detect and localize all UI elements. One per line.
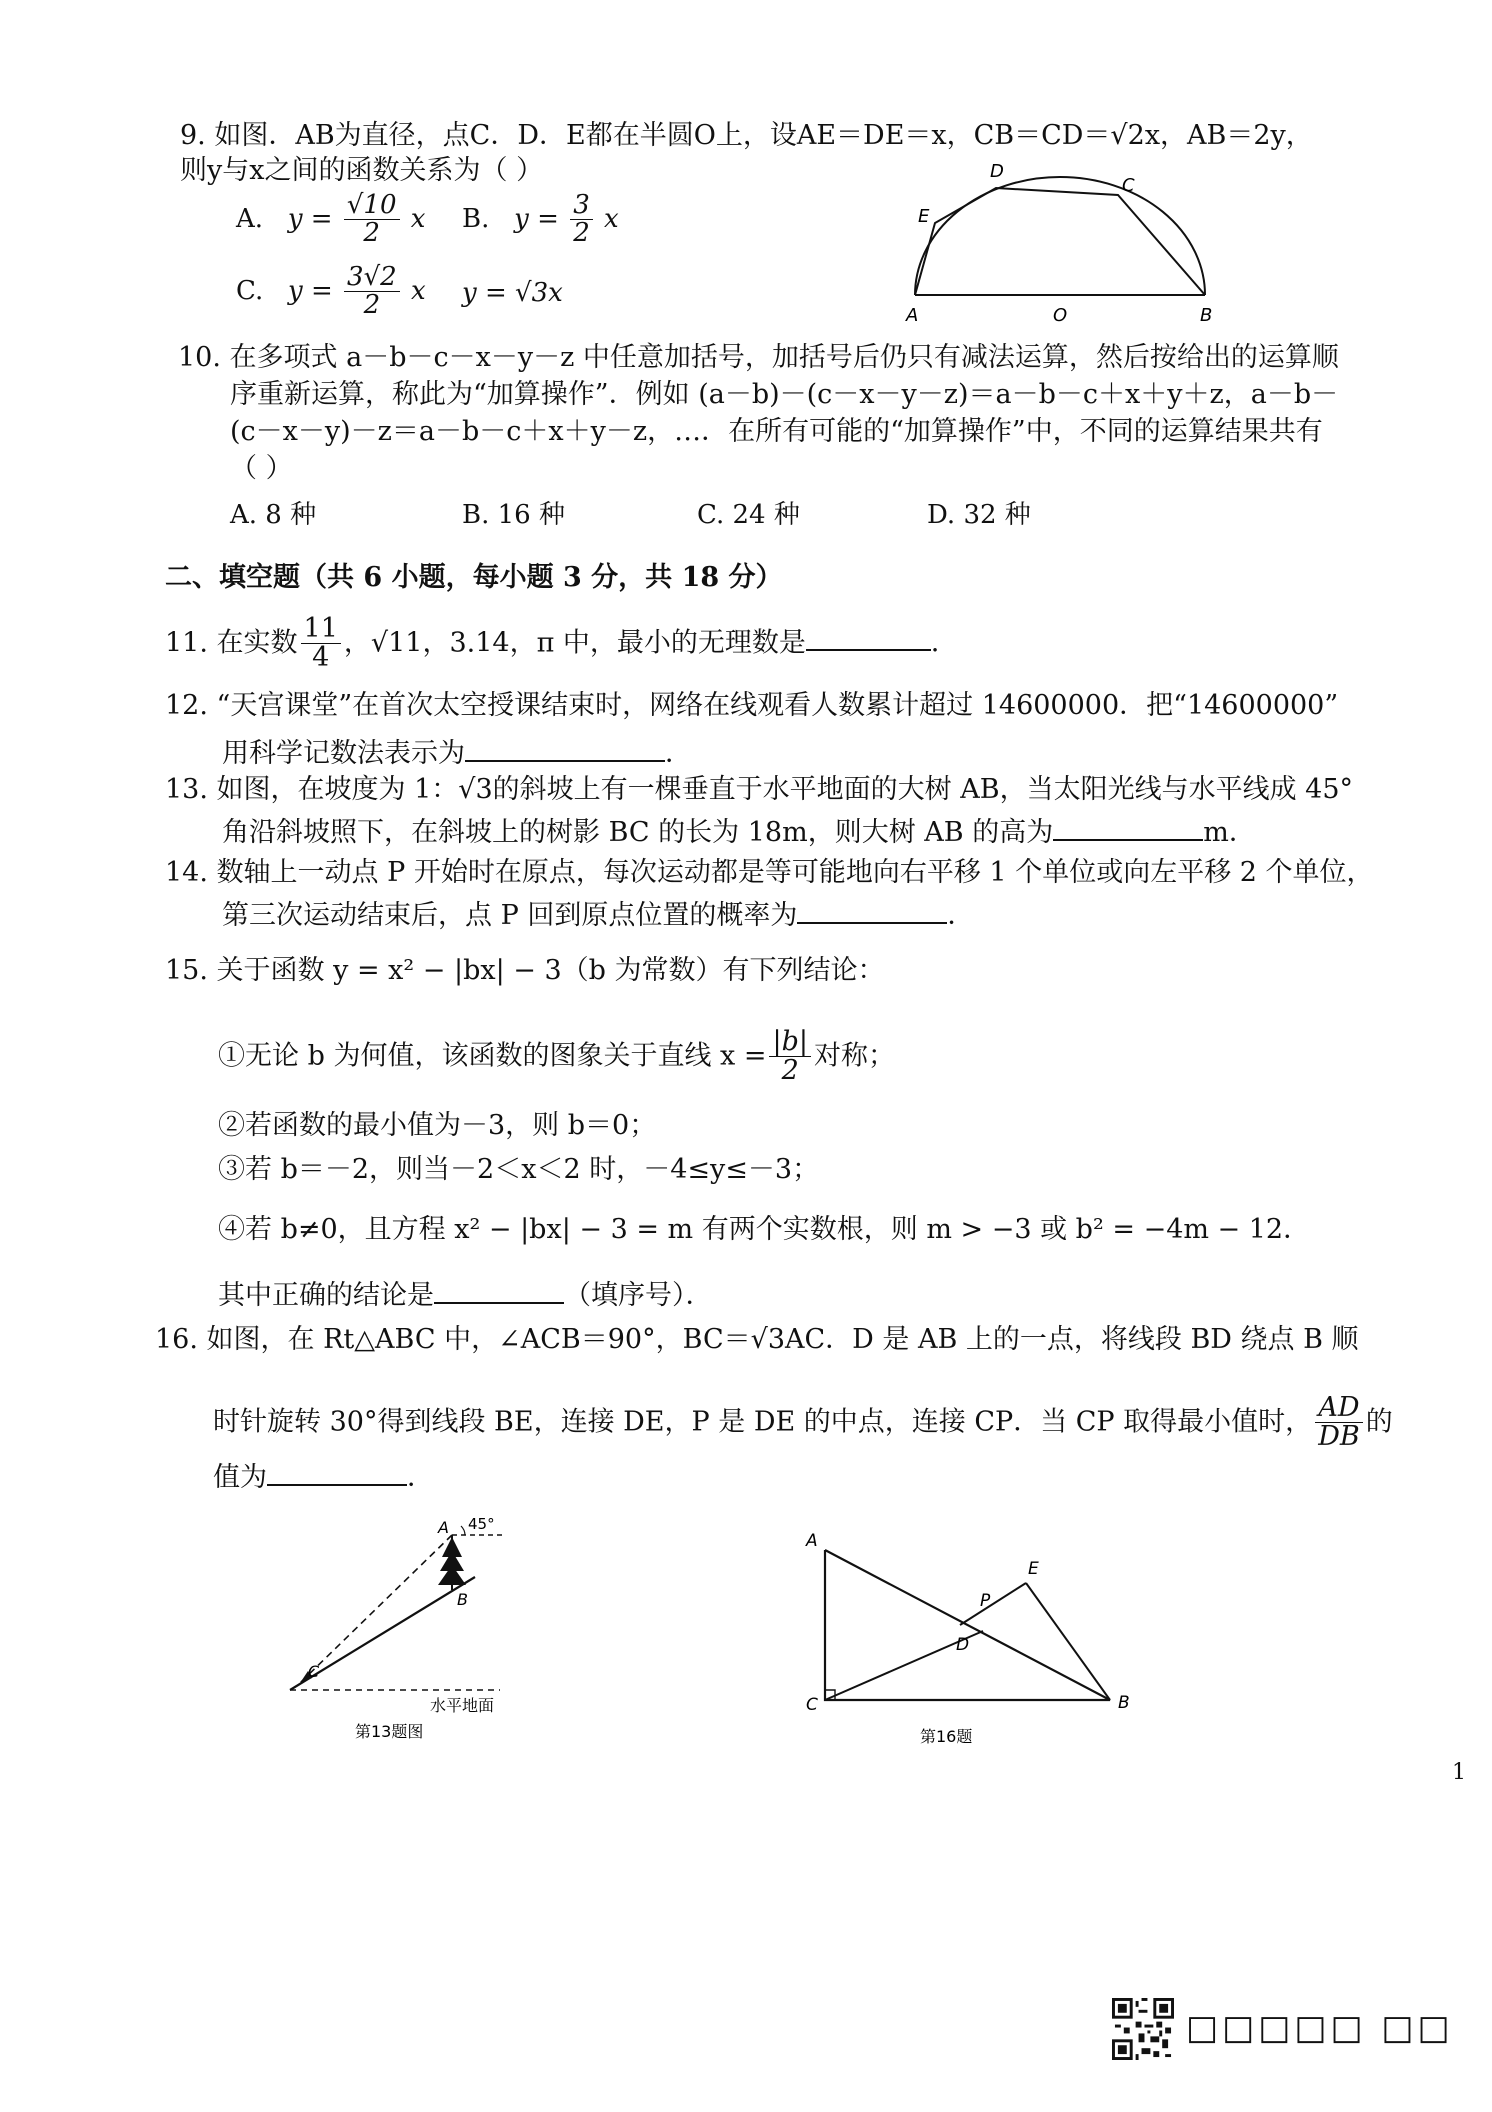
q12-line2: 用科学记数法表示为 ． <box>222 734 692 772</box>
q15-intro: 15. 关于函数 y = x² − |bx| − 3（b 为常数）有下列结论： <box>165 955 885 986</box>
fig13-caption: 第13题图 <box>355 1722 424 1741</box>
q10-option-a: A. 8 种 <box>230 500 317 530</box>
section-heading-fill-in: 二、填空题（共 6 小题，每小题 3 分，共 18 分） <box>165 562 783 593</box>
fig13-label-a: A <box>438 1518 449 1537</box>
fig16-label-c: C <box>806 1695 818 1715</box>
fig16-label-b: B <box>1118 1693 1130 1713</box>
q13-answer-blank[interactable] <box>1053 813 1203 841</box>
fig13-label-b: B <box>457 1590 468 1609</box>
q13-line1: 13. 如图，在坡度为 1：√3的斜坡上有一棵垂直于水平地面的大树 AB，当太阳光线与水平线成 45° <box>165 774 1354 805</box>
fig13-ground-label: 水平地面 <box>430 1696 495 1715</box>
q10-option-d: D. 32 种 <box>927 500 1031 530</box>
qr-code-icon <box>1112 1998 1174 2060</box>
q9-label-o: O <box>1053 305 1068 325</box>
fig16-label-d: D <box>956 1635 970 1655</box>
q15-conclusion-1: ①无论 b 为何值，该函数的图象关于直线 x = $\frac{|b|}{2}$ 对称； <box>218 1026 895 1087</box>
q16-line3: 值为 ． <box>213 1458 434 1496</box>
q9-label-a: A <box>906 305 919 325</box>
q15-question: 其中正确的结论是 （填序号）． <box>218 1276 713 1314</box>
q11-answer-blank[interactable] <box>806 623 931 651</box>
q15-conclusion-3: ③若 b＝－2，则当－2＜x＜2 时，－4≤y≤－3； <box>218 1154 820 1185</box>
q14-answer-blank[interactable] <box>797 896 947 924</box>
fig16-label-p: P <box>980 1591 991 1611</box>
q10-option-b: B. 16 种 <box>462 500 565 530</box>
q12-answer-blank[interactable] <box>465 734 665 762</box>
q10-line2: 序重新运算，称此为“加算操作”．例如 (a－b)－(c－x－y－z)＝a－b－c＋x＋y＋z，a－b－ <box>230 379 1339 410</box>
q15-answer-blank[interactable] <box>434 1276 564 1304</box>
q16-line1: 16. 如图，在 Rt△ABC 中，∠ACB＝90°，BC＝√3AC．D 是 AB 上的一点，将线段 BD 绕点 B 顺 <box>155 1324 1359 1355</box>
figure-13-slope-tree <box>280 1515 530 1745</box>
fig13-label-c: C <box>308 1662 320 1681</box>
q9-label-c: C <box>1122 175 1135 196</box>
q9-option-b: B. y = $\frac{3}{2}$ x <box>462 190 619 249</box>
q9-label-d: D <box>990 161 1004 182</box>
q12-line1: 12. “天宫课堂”在首次太空授课结束时，网络在线观看人数累计超过 14600000．把“14600000” <box>165 690 1339 721</box>
figure-16-triangle <box>800 1520 1140 1760</box>
q14-line2: 第三次运动结束后，点 P 回到原点位置的概率为 ． <box>222 896 974 934</box>
q9-option-d: y = √3x <box>462 278 563 308</box>
q13-line2: 角沿斜坡照下，在斜坡上的树影 BC 的长为 18m，则大树 AB 的高为 m． <box>222 813 1256 851</box>
q9-option-a: A. y = $\frac{√10}{2}$ x <box>236 190 426 249</box>
q14-line1: 14. 数轴上一动点 P 开始时在原点，每次运动都是等可能地向右平移 1 个单位或向左平移 2 个单位， <box>165 857 1374 888</box>
q10-line1: 10. 在多项式 a－b－c－x－y－z 中任意加括号，加括号后仍只有减法运算，然后按给出的运算顺 <box>178 342 1339 373</box>
fig13-angle-label: 45° <box>468 1515 495 1533</box>
q15-conclusion-4: ④若 b≠0，且方程 x² − |bx| − 3 = m 有两个实数根，则 m > −3 或 b² = −4m − 12． <box>218 1214 1311 1245</box>
q16-line2: 时针旋转 30°得到线段 BE，连接 DE，P 是 DE 的中点，连接 CP．当 CP 取得最小值时， $\frac{AD}{DB}$ 的 <box>213 1392 1393 1453</box>
q10-option-c: C. 24 种 <box>697 500 800 530</box>
q16-answer-blank[interactable] <box>267 1458 407 1486</box>
fig16-label-e: E <box>1028 1559 1039 1579</box>
q9-label-b: B <box>1200 305 1213 325</box>
q9-semicircle-figure <box>900 155 1220 325</box>
fig16-caption: 第16题 <box>920 1727 973 1746</box>
q15-conclusion-2: ②若函数的最小值为－3，则 b＝0； <box>218 1110 657 1141</box>
q11: 11. 在实数 $\frac{11}{4}$ ，√11，3.14，π 中，最小的无理数是 ． <box>165 613 958 674</box>
q10-line4: （ ） <box>230 453 293 484</box>
q9-line2: 则y与x之间的函数关系为（ ） <box>180 155 544 186</box>
q9-label-e: E <box>918 206 930 227</box>
fig16-label-a: A <box>806 1531 818 1551</box>
q9-line1: 9. 如图．AB为直径，点C．D．E都在半圆O上，设AE＝DE＝x，CB＝CD＝√2x，AB＝2y， <box>180 120 1313 151</box>
footer-text: □□□□□ □□ <box>1186 2008 1454 2048</box>
page-number: 1 <box>1452 1760 1466 1785</box>
q9-option-c: C. y = $\frac{3√2}{2}$ x <box>236 262 426 321</box>
q10-line3: (c－x－y)－z＝a－b－c＋x＋y－z，…．在所有可能的“加算操作”中，不同的运算结果共有 <box>230 416 1323 447</box>
